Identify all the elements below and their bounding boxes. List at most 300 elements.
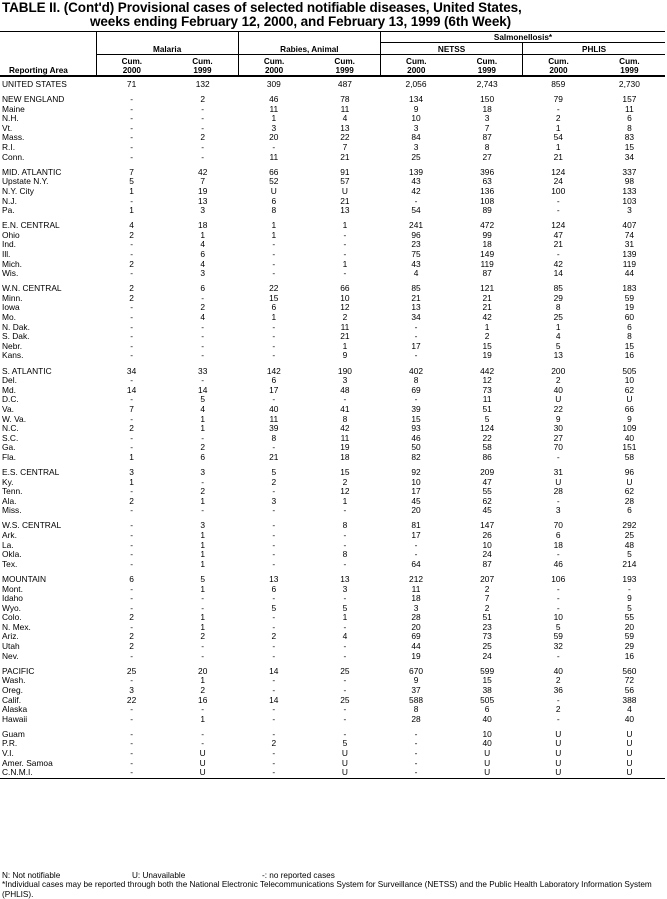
value-cell: 15 [624, 142, 635, 153]
value-cell: 21 [482, 302, 492, 313]
table-row [0, 443, 665, 453]
table-row [0, 497, 665, 507]
value-cell: - [556, 451, 560, 462]
value-cell: 50 [411, 442, 421, 453]
table-row [0, 759, 665, 769]
value-cell: U [199, 748, 206, 758]
value-cell: U [523, 768, 594, 778]
table-row [0, 221, 665, 231]
value-cell: 442 [480, 365, 495, 376]
value-cell: 487 [337, 79, 352, 89]
value-cell: 6 [627, 505, 632, 516]
value-cell: - [130, 432, 133, 443]
value-cell: 1 [200, 530, 206, 541]
area-cell: Conn. [2, 152, 25, 162]
area-cell: Fla. [2, 452, 16, 462]
value-cell: 10 [624, 375, 635, 386]
value-cell: 136 [480, 185, 495, 196]
value-cell: 4 [200, 239, 206, 250]
value-cell: 4 [555, 331, 561, 342]
value-cell: 13 [553, 350, 563, 361]
value-cell: 43 [411, 258, 421, 269]
area-cell: Wash. [2, 676, 26, 686]
value-cell: 15 [624, 340, 635, 351]
table-row [0, 143, 665, 153]
value-cell: - [201, 331, 205, 342]
table-row [0, 323, 665, 333]
value-cell: 71 [126, 79, 137, 89]
area-cell: NEW ENGLAND [2, 95, 65, 105]
value-cell: 19 [411, 650, 421, 661]
table-row [0, 177, 665, 187]
value-cell: 87 [482, 558, 492, 569]
table-row [0, 240, 665, 250]
value-cell: - [343, 239, 347, 250]
value-cell: 25 [553, 312, 563, 323]
value-cell: - [272, 675, 276, 686]
value-cell: 2 [342, 312, 348, 323]
table-row [0, 749, 665, 759]
value-cell: U [626, 394, 633, 405]
table-row [0, 405, 665, 415]
value-cell: 6 [555, 530, 561, 541]
value-cell: - [272, 713, 276, 724]
value-cell: - [556, 650, 560, 661]
value-cell: 89 [482, 205, 492, 216]
table-row [0, 705, 665, 715]
area-cell: Kans. [2, 351, 24, 361]
value-cell: 5 [555, 340, 561, 351]
value-cell: 42 [198, 166, 208, 177]
table-row [0, 168, 665, 178]
value-cell: 75 [411, 249, 421, 259]
value-cell: - [130, 340, 133, 351]
value-cell: - [272, 321, 276, 332]
value-cell: 91 [340, 166, 350, 177]
value-cell: - [414, 394, 418, 405]
table-row [0, 376, 665, 386]
value-cell: - [556, 205, 560, 216]
value-cell: 121 [480, 283, 495, 294]
area-cell: Tex. [2, 559, 18, 569]
value-cell: - [272, 486, 276, 497]
value-cell: 4 [413, 268, 419, 279]
area-cell: Ill. [2, 250, 11, 259]
value-cell: 19 [482, 350, 492, 361]
value-cell: 505 [480, 694, 495, 705]
value-cell: 388 [622, 694, 637, 705]
value-cell: 52 [269, 176, 279, 187]
value-cell: 1 [342, 258, 348, 269]
value-cell: 2 [129, 631, 134, 642]
value-cell: 16 [624, 350, 635, 361]
value-cell: - [343, 505, 347, 516]
value-cell: 22 [269, 283, 279, 294]
value-cell: 13 [340, 573, 350, 584]
value-cell: - [238, 768, 309, 778]
value-cell: - [343, 621, 347, 632]
value-cell: 2 [555, 113, 561, 124]
table-row [0, 424, 665, 434]
table-row [0, 613, 665, 623]
value-cell: 8 [413, 375, 419, 386]
value-cell: - [96, 768, 167, 778]
value-cell: 2 [200, 631, 206, 642]
area-cell: Nev. [2, 651, 19, 661]
value-cell: 1 [342, 495, 348, 506]
value-cell: 24 [482, 549, 492, 560]
value-cell: 6 [627, 113, 632, 124]
value-cell: 6 [627, 321, 632, 332]
value-cell: 40 [553, 665, 563, 676]
value-cell: 14 [269, 665, 279, 676]
value-cell: 8 [627, 331, 632, 342]
title-line-1: TABLE II. (Cont'd) Provisional cases of selected notifiable diseases, United States, [2, 0, 522, 15]
value-cell: 1 [200, 229, 206, 240]
value-cell: - [556, 602, 560, 613]
area-cell: Okla. [2, 550, 22, 560]
value-cell: 42 [553, 258, 563, 269]
value-cell: 209 [480, 466, 495, 477]
value-cell: 2 [271, 631, 277, 642]
value-cell: - [130, 321, 133, 332]
value-cell: 2 [129, 229, 134, 240]
value-cell: 28 [553, 486, 563, 497]
value-cell: 51 [482, 403, 492, 414]
value-cell: 2 [555, 375, 561, 386]
value-cell: 32 [553, 641, 563, 652]
value-cell: - [130, 748, 133, 758]
value-cell: - [414, 748, 418, 758]
area-cell: Oreg. [2, 685, 23, 695]
value-cell: - [130, 704, 133, 715]
table-row [0, 367, 665, 377]
value-cell: - [343, 249, 347, 259]
area-cell: Miss. [2, 506, 22, 516]
value-cell: 5 [342, 602, 348, 613]
value-cell: 74 [624, 229, 635, 240]
area-cell: Ala. [2, 496, 17, 506]
value-cell: 86 [482, 451, 492, 462]
value-cell: 40 [482, 713, 492, 724]
value-cell: - [556, 249, 560, 259]
area-cell: Wyo. [2, 603, 22, 613]
value-cell: 20 [269, 132, 279, 143]
value-cell: - [414, 757, 418, 768]
value-cell: 139 [409, 166, 424, 177]
col-header-rabies-1999: Cum. 1999 [309, 55, 380, 77]
value-cell: U [626, 476, 633, 487]
value-cell: 151 [622, 442, 637, 453]
value-cell: 190 [337, 365, 352, 376]
value-cell: 309 [266, 79, 281, 89]
area-cell: Mich. [2, 259, 23, 269]
value-cell: - [272, 249, 276, 259]
value-cell: 3 [271, 122, 277, 133]
area-cell: C.N.M.I. [0, 768, 96, 778]
value-cell: 3 [413, 122, 419, 133]
value-cell: 17 [269, 384, 279, 395]
value-cell: 6 [200, 283, 206, 294]
table-body [0, 76, 665, 778]
data-table [0, 31, 665, 779]
value-cell: - [556, 495, 560, 506]
value-cell: 62 [624, 486, 635, 497]
value-cell: 859 [551, 79, 566, 89]
table-row [0, 453, 665, 463]
value-cell: 70 [553, 520, 563, 531]
table-row [0, 187, 665, 197]
area-cell: Tenn. [2, 487, 23, 497]
table-row [0, 667, 665, 677]
area-cell: Nebr. [2, 341, 23, 351]
value-cell: - [201, 505, 205, 516]
value-cell: 106 [551, 573, 566, 584]
value-cell: 18 [198, 220, 208, 231]
value-cell: 25 [624, 530, 635, 541]
value-cell: 11 [269, 151, 279, 162]
value-cell: 66 [624, 403, 635, 414]
value-cell: 396 [480, 166, 495, 177]
value-cell: 599 [480, 665, 495, 676]
value-cell: 7 [484, 593, 490, 604]
value-cell: 34 [624, 151, 635, 162]
value-cell: 207 [480, 573, 495, 584]
value-cell: - [272, 530, 276, 541]
area-cell: Ga. [2, 443, 16, 453]
value-cell: U [555, 394, 562, 405]
value-cell: - [343, 229, 347, 240]
value-cell: - [343, 268, 347, 279]
value-cell: 1 [342, 612, 348, 623]
value-cell: 29 [553, 292, 563, 303]
value-cell: 11 [340, 321, 350, 332]
value-cell: 85 [411, 283, 421, 294]
value-cell: 27 [553, 432, 563, 443]
value-cell: 17 [411, 530, 421, 541]
value-cell: 14 [553, 268, 563, 279]
value-cell: 44 [411, 641, 421, 652]
value-cell: - [272, 350, 276, 361]
value-cell: 59 [553, 631, 563, 642]
value-cell: 96 [624, 466, 635, 477]
value-cell: 1 [200, 612, 206, 623]
value-cell: 82 [411, 451, 421, 462]
value-cell: 46 [411, 432, 421, 443]
value-cell: 16 [624, 650, 635, 661]
value-cell: U [626, 757, 633, 768]
value-cell: U [270, 185, 277, 196]
value-cell: - [201, 151, 205, 162]
value-cell: 2 [271, 738, 277, 749]
value-cell: 17 [411, 340, 421, 351]
area-cell: E.S. CENTRAL [2, 467, 60, 477]
col-header-phlis-1999: Cum. 1999 [594, 55, 665, 77]
value-cell: - [343, 728, 347, 739]
value-cell: 3 [200, 205, 206, 216]
value-cell: 25 [482, 641, 492, 652]
value-cell: - [130, 142, 133, 153]
value-cell: 4 [342, 631, 348, 642]
area-cell: Ark. [2, 531, 17, 541]
area-cell: N.J. [2, 196, 17, 206]
value-cell: 2 [342, 476, 348, 487]
area-cell: La. [2, 540, 14, 550]
value-cell: 3 [555, 505, 561, 516]
area-cell: Iowa [2, 303, 20, 313]
value-cell: 11 [625, 103, 634, 114]
value-cell: - [343, 530, 347, 541]
table-row [0, 133, 665, 143]
value-cell: 2 [484, 602, 490, 613]
value-cell: - [201, 593, 205, 604]
value-cell: 1 [342, 340, 348, 351]
value-cell: 4 [200, 258, 206, 269]
value-cell: 402 [409, 365, 424, 376]
area-cell: N. Mex. [2, 622, 31, 632]
value-cell: 139 [622, 249, 637, 259]
value-cell: 13 [198, 195, 208, 206]
value-cell: 11 [340, 432, 350, 443]
value-cell: - [272, 539, 276, 550]
footnotes [2, 871, 664, 899]
value-cell: 42 [411, 185, 421, 196]
area-cell: S. Dak. [2, 332, 30, 342]
value-cell: 78 [340, 94, 350, 105]
value-cell: - [201, 728, 205, 739]
value-cell: - [414, 738, 418, 749]
value-cell: - [130, 675, 133, 686]
value-cell: U [484, 748, 491, 758]
value-cell: 44 [624, 268, 635, 279]
value-cell: 18 [482, 103, 492, 114]
value-cell: 3 [271, 495, 277, 506]
value-cell: - [130, 312, 133, 323]
value-cell: 183 [622, 283, 637, 294]
value-cell: 11 [269, 103, 279, 114]
value-cell: 20 [624, 621, 635, 632]
value-cell: 7 [342, 142, 348, 153]
area-cell: N. Dak. [2, 322, 30, 332]
area-cell: R.I. [2, 143, 16, 153]
value-cell: - [130, 122, 133, 133]
value-cell: 134 [409, 94, 424, 105]
value-cell: 87 [482, 132, 492, 143]
value-cell: 66 [340, 283, 350, 294]
value-cell: 47 [553, 229, 563, 240]
value-cell: - [343, 675, 347, 686]
table-row [0, 468, 665, 478]
value-cell: - [201, 292, 205, 303]
table-row [0, 395, 665, 405]
value-cell: 25 [340, 694, 350, 705]
value-cell: - [201, 142, 205, 153]
value-cell: 69 [411, 631, 421, 642]
value-cell: 2,730 [618, 79, 640, 89]
value-cell: 15 [340, 466, 350, 477]
value-cell: 149 [480, 249, 495, 259]
value-cell: - [343, 641, 347, 652]
value-cell: U [341, 185, 348, 196]
area-cell: Calif. [2, 695, 22, 705]
value-cell: 6 [129, 573, 134, 584]
value-cell: 10 [482, 728, 492, 739]
value-cell: 64 [411, 558, 421, 569]
value-cell: 3 [342, 583, 348, 594]
value-cell: 337 [622, 166, 637, 177]
value-cell: - [272, 258, 276, 269]
value-cell: 670 [409, 665, 424, 676]
value-cell: 33 [198, 365, 208, 376]
value-cell: 124 [480, 423, 495, 434]
value-cell: 132 [195, 79, 210, 89]
value-cell: - [556, 583, 560, 594]
value-cell: 472 [480, 220, 495, 231]
value-cell: - [130, 486, 133, 497]
value-cell: 15 [482, 675, 492, 686]
value-cell: U [484, 757, 491, 768]
value-cell: - [343, 713, 347, 724]
value-cell: 73 [482, 384, 492, 395]
value-cell: 37 [411, 684, 421, 695]
value-cell: - [130, 728, 133, 739]
area-cell: Guam [2, 729, 25, 739]
value-cell: - [272, 728, 276, 739]
value-cell: U [626, 748, 633, 758]
area-cell: Ind. [2, 240, 16, 250]
table-row [0, 676, 665, 686]
area-cell: S. ATLANTIC [2, 366, 52, 376]
area-cell: Idaho [2, 594, 23, 604]
value-cell: - [272, 558, 276, 569]
value-cell: - [556, 103, 560, 114]
value-cell: 2 [484, 331, 490, 342]
value-cell: 73 [482, 631, 492, 642]
value-cell: 11 [269, 413, 279, 424]
value-cell: - [130, 94, 133, 105]
table-row [0, 642, 665, 652]
table-row [0, 730, 665, 740]
value-cell: 3 [200, 466, 206, 477]
value-cell: - [272, 621, 276, 632]
value-cell: 1 [200, 583, 206, 594]
value-cell: 2 [555, 704, 561, 715]
table-row [0, 623, 665, 633]
table-row [0, 197, 665, 207]
value-cell: 193 [622, 573, 637, 584]
table-row [0, 739, 665, 749]
value-cell: 8 [555, 302, 561, 313]
value-cell: - [130, 394, 133, 405]
area-cell: E.N. CENTRAL [2, 221, 60, 231]
value-cell: 15 [482, 340, 492, 351]
value-cell: - [272, 757, 276, 768]
value-cell: 2 [129, 423, 134, 434]
area-cell: MOUNTAIN [2, 574, 47, 584]
value-cell: 8 [342, 520, 348, 531]
value-cell: U [626, 738, 633, 749]
table-row [0, 531, 665, 541]
value-cell: 20 [411, 505, 421, 516]
table-row [0, 604, 665, 614]
area-cell: Utah [2, 642, 20, 652]
value-cell: 22 [126, 694, 137, 705]
value-cell: 39 [269, 423, 279, 434]
value-cell: 8 [484, 142, 490, 153]
value-cell: 19 [198, 185, 208, 196]
value-cell: - [556, 195, 560, 206]
value-cell: - [201, 350, 205, 361]
